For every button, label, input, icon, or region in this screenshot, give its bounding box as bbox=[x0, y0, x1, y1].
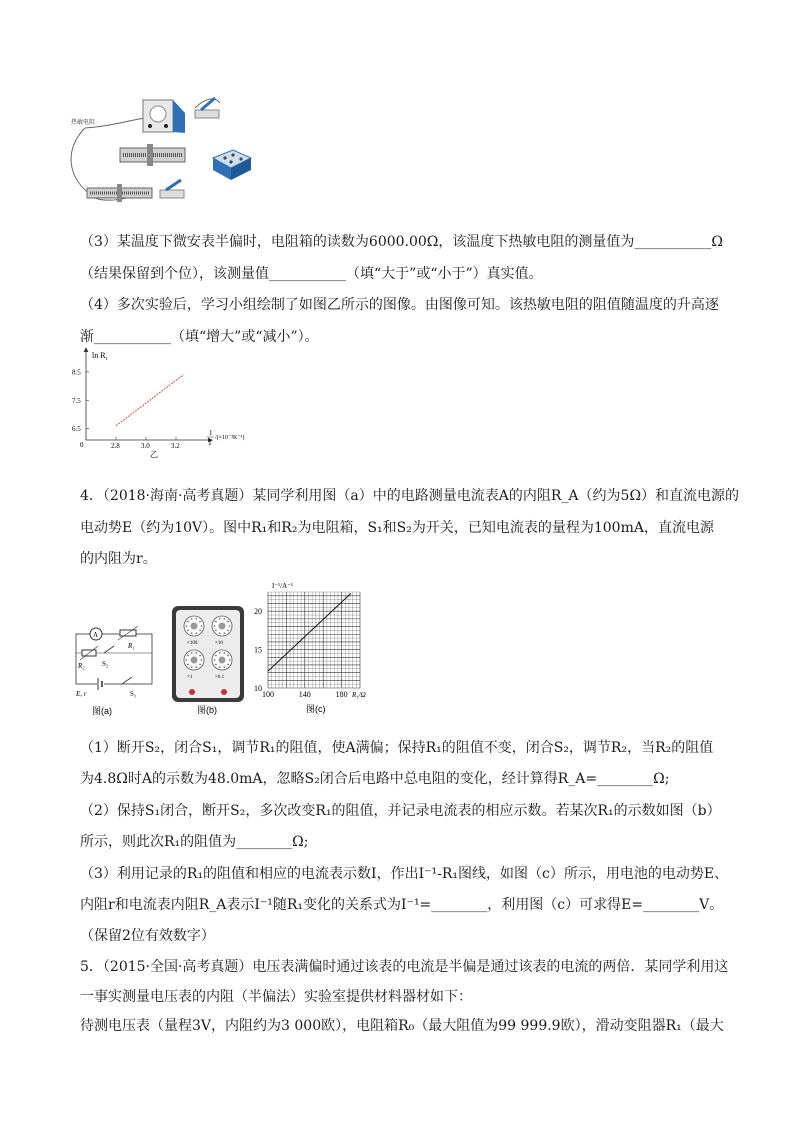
graph-yi-x-label: /(×10⁻³K⁻¹) bbox=[215, 435, 245, 441]
resistance-box-icon bbox=[213, 150, 251, 180]
graph-yi-y-tick-label: 8.5 bbox=[72, 368, 81, 377]
dial-tick bbox=[224, 632, 226, 634]
switch-icon bbox=[195, 98, 219, 118]
p4-q1-line-1: （1）断开S₂，闭合S₁，调节R₁的阻值，使A满偏；保持R₁的阻值不变，闭合S₂，调节R₂，当R₂的阻值 bbox=[80, 740, 714, 756]
source-label: E, r bbox=[76, 690, 87, 698]
graph-yi-series-line bbox=[116, 375, 184, 426]
dial-tick bbox=[187, 655, 189, 657]
graph-yi-x-frac-den: T bbox=[208, 439, 212, 447]
figure-c-x-tick-label: 100 bbox=[262, 690, 274, 699]
dial-multiplier-label: ×0.1 bbox=[215, 675, 225, 680]
dial-tick bbox=[191, 632, 193, 634]
dial-tick bbox=[187, 664, 189, 666]
p4-q3-line-2: 内阻r和电流表内阻R_A表示I⁻¹随R₁变化的关系式为I⁻¹=________，利用图（c）可求得E=________V。 bbox=[80, 897, 724, 913]
figure-b-caption: 图(b) bbox=[197, 705, 217, 715]
figure-c-y-tick-label: 20 bbox=[254, 607, 262, 617]
q3-line-1: （3）某温度下微安表半偏时，电阻箱的读数为6000.00Ω，该温度下热敏电阻的测量值为___________Ω bbox=[80, 234, 724, 250]
figure-c-y-tick-label: 10 bbox=[254, 684, 262, 693]
p4-line-1: 4．（2018·海南·高考真题）某同学利用图（a）中的电路测量电流表A的内阻R_A（约为5Ω）和直流电源的 bbox=[80, 488, 740, 504]
apparatus-figure bbox=[65, 88, 265, 218]
ammeter-label: A bbox=[93, 631, 99, 639]
dial-tick bbox=[229, 659, 231, 661]
dial-tick bbox=[199, 655, 201, 657]
dial-knob-icon bbox=[191, 657, 198, 664]
dial-tick bbox=[215, 655, 217, 657]
graph-yi-x-tick-label: 3.0 bbox=[141, 442, 150, 450]
s2-label: S₂ bbox=[102, 660, 109, 668]
figure-b-resistance-box bbox=[170, 604, 248, 716]
slide-resistor-icon bbox=[87, 184, 152, 202]
dial-tick bbox=[196, 652, 198, 654]
dial-tick bbox=[201, 659, 203, 661]
dial-tick bbox=[224, 652, 226, 654]
dial-tick bbox=[214, 659, 216, 661]
p4-q2-line-1: （2）保持S₁闭合，断开S₂，多次改变R₁的阻值，并记录电流表的相应示数。若某次R₁的示数如图（b） bbox=[80, 803, 721, 819]
dial-tick bbox=[219, 618, 221, 620]
dial-tick bbox=[199, 630, 201, 632]
dial-tick bbox=[199, 621, 201, 623]
dial-tick bbox=[227, 664, 229, 666]
s2-switch-icon bbox=[104, 646, 114, 653]
dial-tick bbox=[227, 621, 229, 623]
dial-tick bbox=[199, 664, 201, 666]
figure-c-y-tick-label: 15 bbox=[254, 645, 262, 655]
p5-line-1: 5．（2015·全国·高考真题）电压表满偏时通过该表的电流是半偏是通过该表的电流的两倍．某同学利用这 bbox=[80, 959, 729, 975]
dial-tick bbox=[229, 625, 231, 627]
dial-tick bbox=[196, 618, 198, 620]
q4a-line-1: （4）多次实验后，学习小组绘制了如图乙所示的图像。由图像可知。该热敏电阻的阻值随温度的升高逐 bbox=[80, 297, 719, 313]
dial-tick bbox=[196, 666, 198, 668]
figure-a-circuit bbox=[68, 618, 163, 718]
p4-q3-line-3: （保留2位有效数字） bbox=[80, 928, 215, 944]
dial-tick bbox=[191, 618, 193, 620]
figure-c-x-tick-label: 180 bbox=[335, 690, 348, 699]
dial-knob-icon bbox=[191, 623, 198, 630]
graph-yi-y-tick-label: 6.5 bbox=[72, 425, 81, 434]
graph-yi-caption: 乙 bbox=[150, 450, 158, 459]
dial-tick bbox=[187, 630, 189, 632]
graph-yi-x-frac-num: 1 bbox=[209, 429, 213, 437]
microammeter-icon bbox=[143, 100, 185, 133]
dial-tick bbox=[186, 625, 188, 627]
dial-tick bbox=[224, 666, 226, 668]
figure-c-y-label: I⁻¹/A⁻¹ bbox=[272, 582, 293, 590]
graph-yi-x-tick-label: 2.8 bbox=[111, 442, 120, 450]
figure-c-caption: 图(c) bbox=[306, 704, 326, 714]
dial-multiplier-label: ×10 bbox=[215, 641, 223, 646]
p4-q3-line-1: （3）利用记录的R₁的阻值和相应的电流表示数I，作出I⁻¹-R₁图线，如图（c）所示，用电池的电动势E、 bbox=[80, 866, 729, 882]
switch-bottom-icon bbox=[160, 180, 184, 198]
s1-switch-icon bbox=[122, 677, 132, 684]
terminal-left-icon bbox=[189, 689, 195, 695]
dial-tick bbox=[219, 652, 221, 654]
graph-yi-y-tick-label: 7.5 bbox=[72, 396, 81, 405]
dial-tick bbox=[224, 618, 226, 620]
dial-tick bbox=[219, 666, 221, 668]
dial-multiplier-label: ×100 bbox=[187, 641, 198, 646]
dial-tick bbox=[196, 632, 198, 634]
r2-label: R₂ bbox=[78, 662, 85, 670]
rheostat-icon bbox=[120, 144, 185, 166]
p5-line-2: 一事实测量电压表的内阻（半偏法）实验室提供材料器材如下： bbox=[80, 989, 472, 1005]
dial-tick bbox=[201, 625, 203, 627]
dial-knob-icon bbox=[219, 623, 226, 630]
dial-tick bbox=[214, 625, 216, 627]
p4-line-2: 电动势E（约为10V）。图中R₁和R₂为电阻箱，S₁和S₂为开关，已知电流表的量程为100mA，直流电源 bbox=[80, 520, 714, 536]
dial-tick bbox=[219, 632, 221, 634]
p4-q1-line-2: 为4.8Ω时A的示数为48.0mA，忽略S₂闭合后电路中总电阻的变化，经计算得R_A=________Ω; bbox=[80, 771, 670, 787]
figure-c-x-tick-label: 140 bbox=[298, 690, 311, 699]
s1-label: S₁ bbox=[130, 690, 137, 698]
dial-tick bbox=[227, 630, 229, 632]
dial-multiplier-label: ×1 bbox=[187, 675, 193, 680]
dial-tick bbox=[191, 666, 193, 668]
figure-a-caption: 图(a) bbox=[92, 706, 112, 716]
dial-tick bbox=[187, 621, 189, 623]
dial-tick bbox=[215, 664, 217, 666]
thermistor-label: 热敏电阻 bbox=[71, 120, 96, 126]
dial-knob-icon bbox=[219, 657, 226, 664]
q3-line-2: （结果保留到个位），该测量值___________（填“大于”或“小于”）真实值。 bbox=[80, 266, 543, 282]
dial-tick bbox=[191, 652, 193, 654]
p4-line-3: 的内阻为r。 bbox=[80, 551, 157, 567]
graph-yi-x-tick-label: 3.2 bbox=[171, 442, 180, 450]
q4a-line-2: 渐___________（填“增大”或“减小”）。 bbox=[80, 329, 319, 345]
r1-label: R₁ bbox=[128, 642, 135, 650]
p5-line-3: 待测电压表（量程3V，内阻约为3 000欧），电阻箱R₀（最大阻值为99 999.9欧），滑动变阻器R₁（最大 bbox=[80, 1018, 724, 1034]
graph-yi-origin: 0 bbox=[80, 441, 84, 449]
graph-yi-y-label: $\ln R_t$ bbox=[92, 351, 107, 362]
graph-yi bbox=[70, 342, 270, 462]
figure-c-graph bbox=[248, 578, 388, 718]
figure-c-x-label: R₁/Ω bbox=[352, 691, 366, 699]
dial-tick bbox=[215, 621, 217, 623]
dial-tick bbox=[186, 659, 188, 661]
terminal-right-icon bbox=[221, 689, 227, 695]
p4-q2-line-2: 所示，则此次R₁的阻值为________Ω; bbox=[80, 834, 309, 850]
dial-tick bbox=[215, 630, 217, 632]
figure-c-series-line bbox=[268, 594, 351, 672]
dial-tick bbox=[227, 655, 229, 657]
